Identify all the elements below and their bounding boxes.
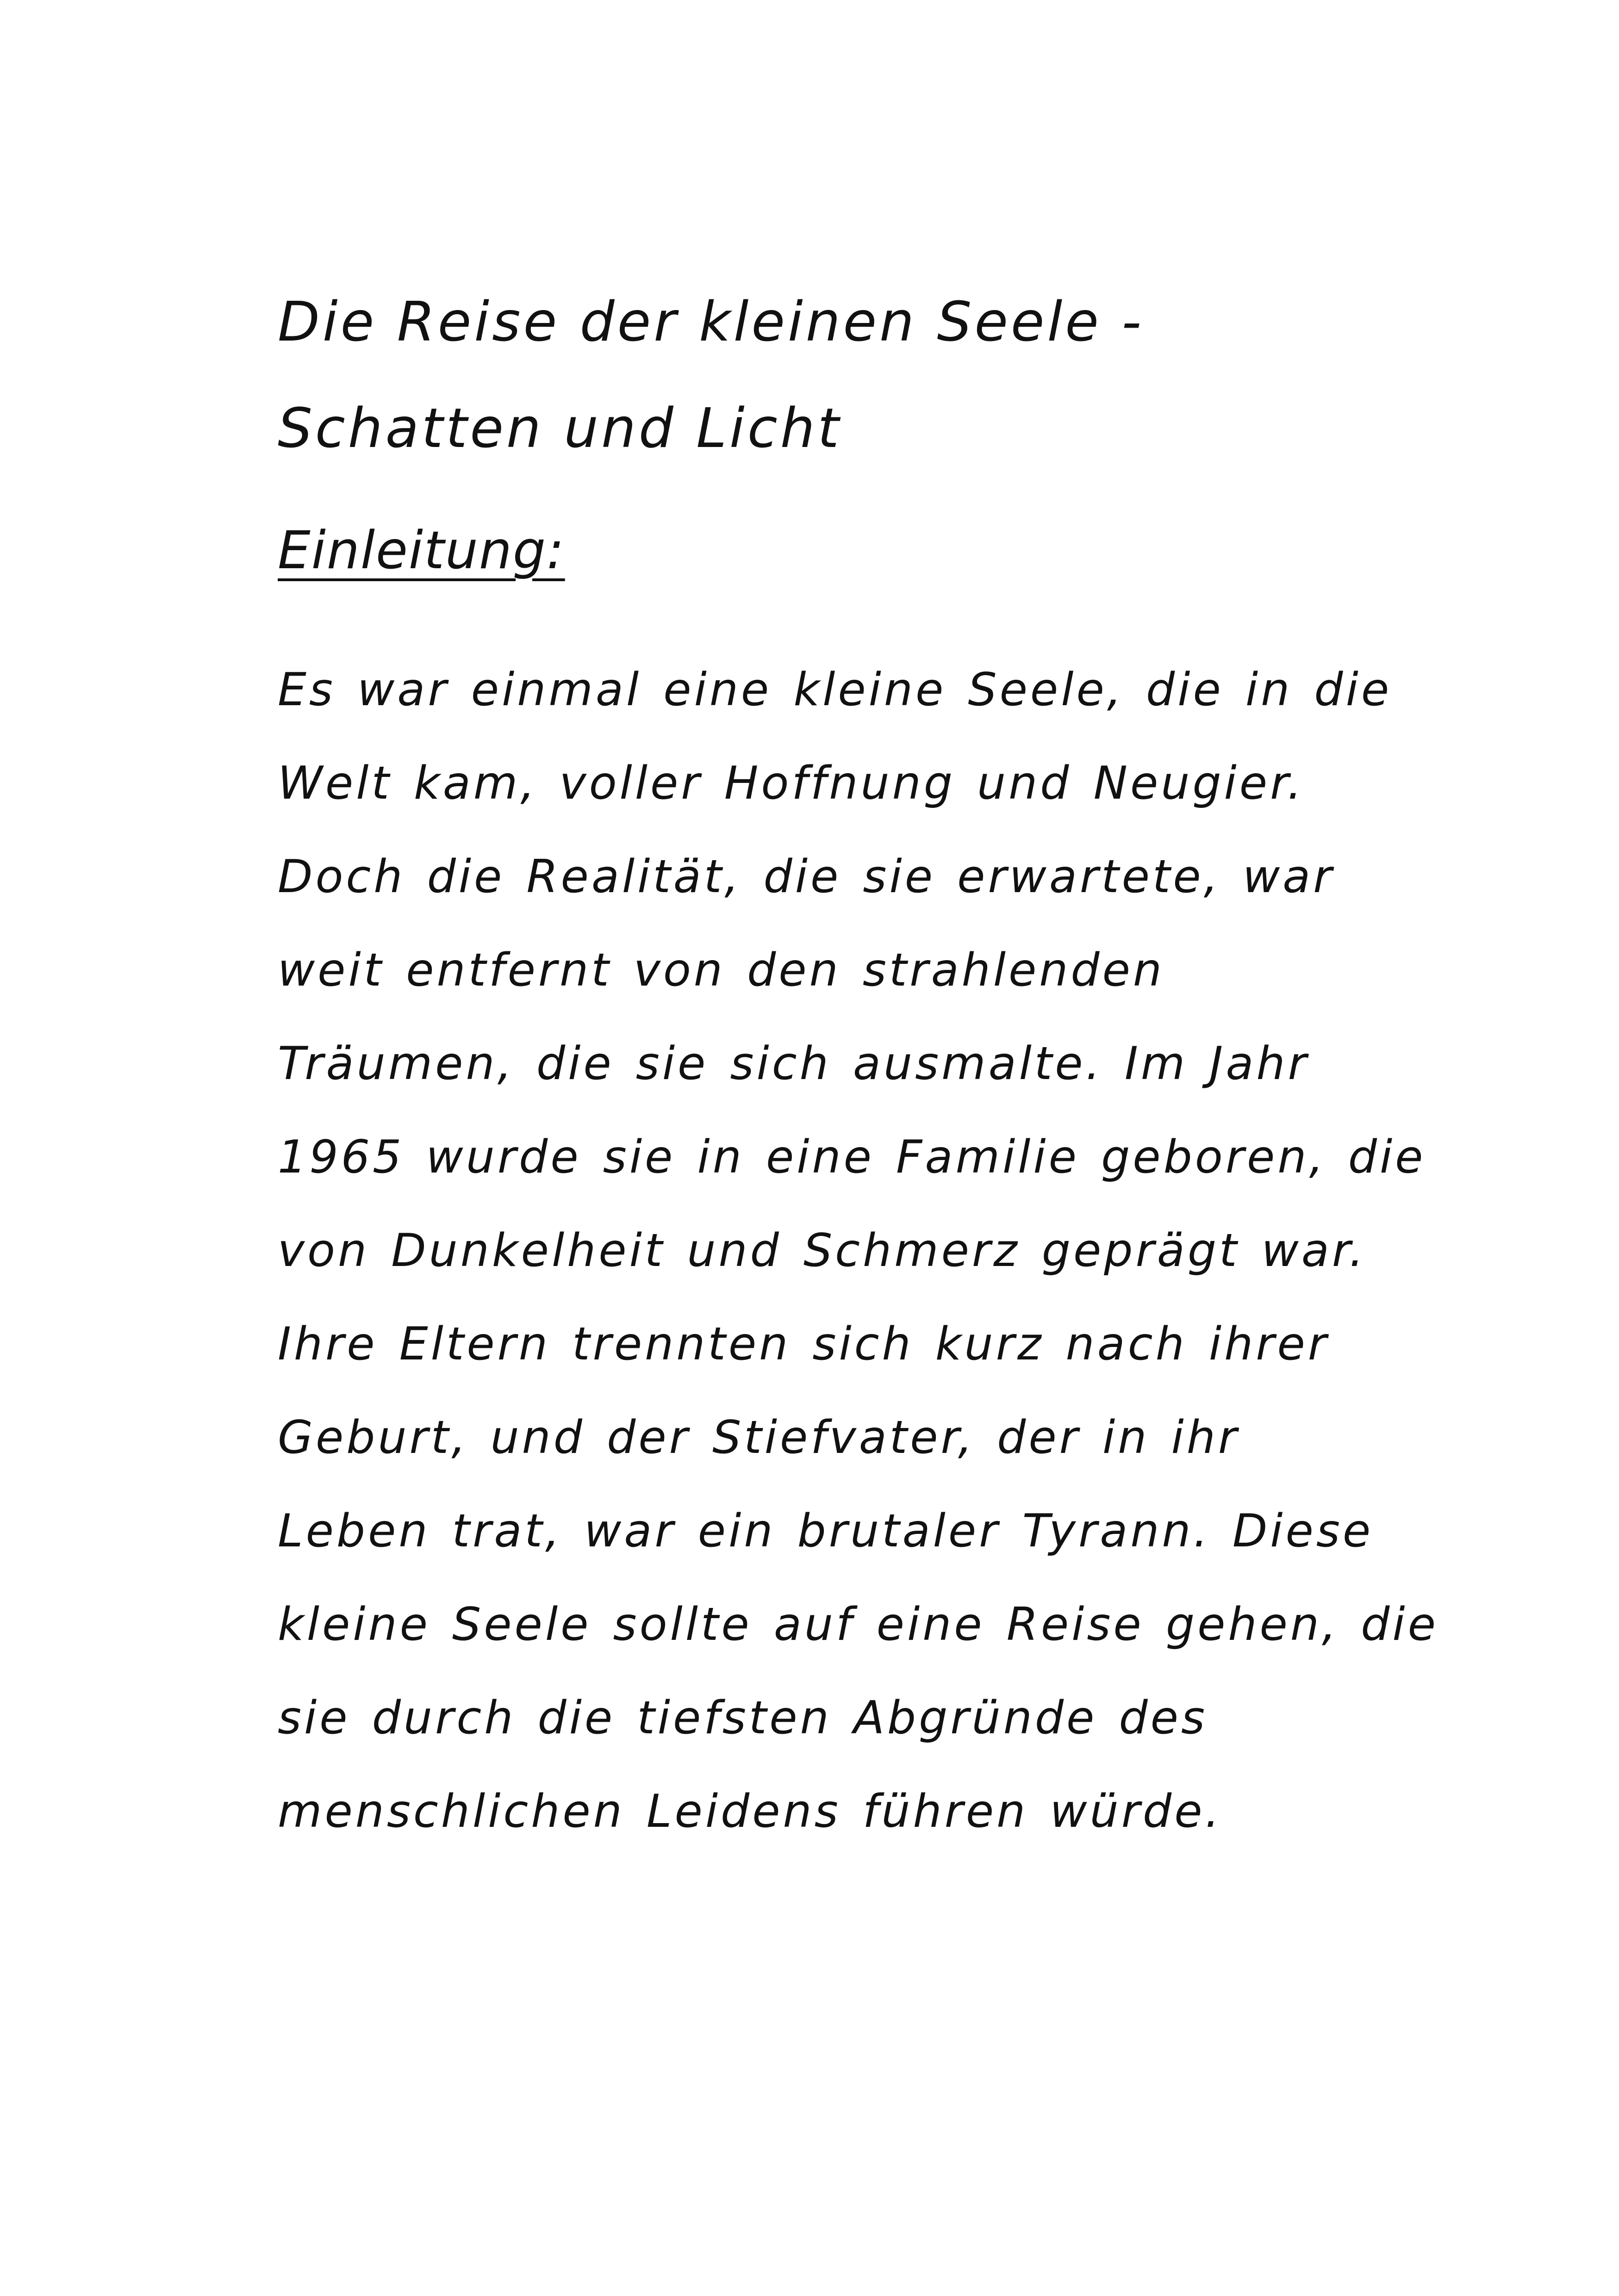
body-line: sie durch die tiefsten Abgründe des — [278, 1692, 1208, 1744]
page-content — [278, 268, 1438, 1858]
section-heading: Einleitung: — [278, 521, 565, 581]
body-line: kleine Seele sollte auf eine Reise gehen, die — [278, 1598, 1438, 1651]
body-line: 1965 wurde sie in eine Familie geboren, die — [278, 1131, 1426, 1184]
body-line: Welt kam, voller Hoffnung und Neugier. — [278, 757, 1305, 810]
body-paragraph — [278, 643, 1438, 1858]
body-line: Träumen, die sie sich ausmalte. Im Jahr — [278, 1037, 1309, 1090]
document-title — [278, 268, 1389, 481]
body-line: Doch die Realität, die sie erwartete, war — [278, 850, 1335, 903]
body-line: Leben trat, war ein brutaler Tyrann. Diese — [278, 1505, 1374, 1558]
body-line: menschlichen Leidens führen würde. — [278, 1785, 1222, 1838]
body-line: weit entfernt von den strahlenden — [278, 944, 1165, 997]
body-line: Geburt, und der Stiefvater, der in ihr — [278, 1411, 1240, 1464]
body-line: von Dunkelheit und Schmerz geprägt war. — [278, 1224, 1367, 1277]
title-line: Die Reise der kleinen Seele - — [278, 290, 1144, 354]
body-line: Ihre Eltern trennten sich kurz nach ihrer — [278, 1318, 1330, 1371]
title-line: Schatten und Licht — [278, 396, 842, 460]
body-line: Es war einmal eine kleine Seele, die in die — [278, 664, 1392, 716]
